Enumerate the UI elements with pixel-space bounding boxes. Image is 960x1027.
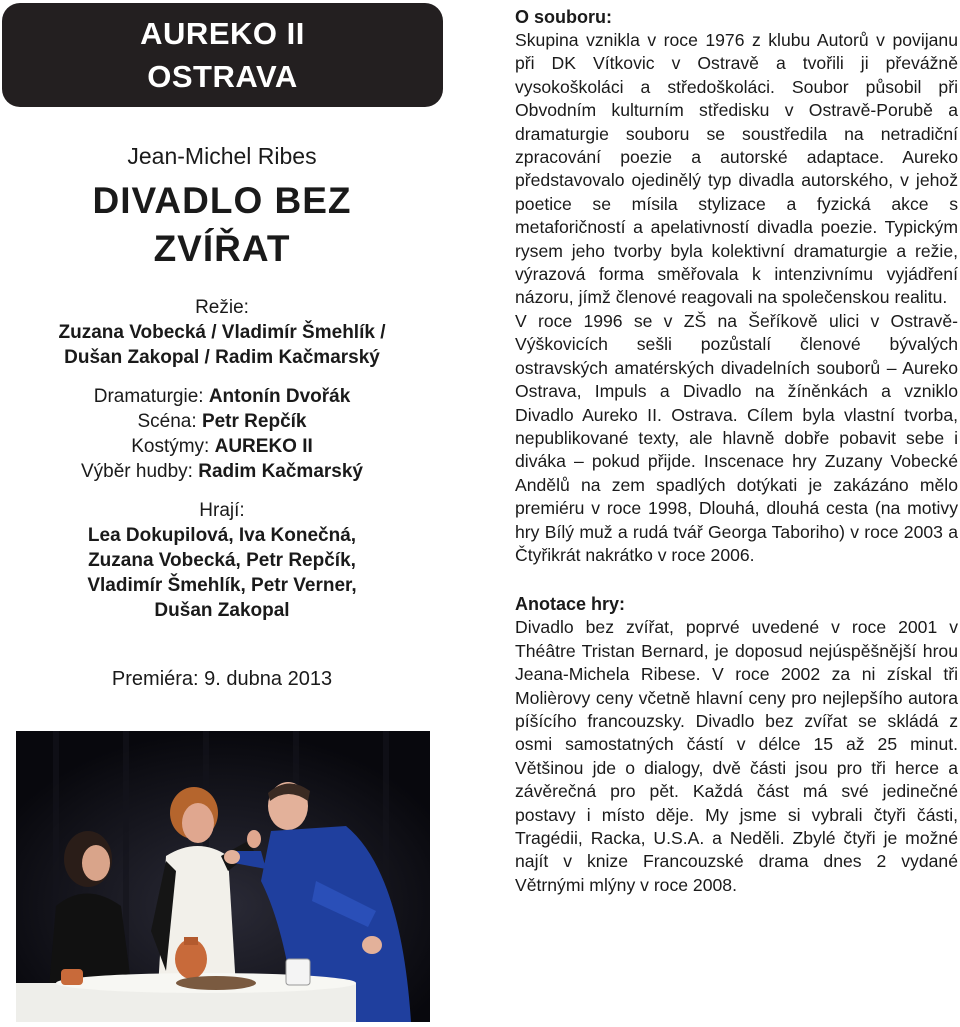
about-paragraph-2: V roce 1996 se v ZŠ na Šeříkově ulici v Ostravě-Výškovicích sešli pozůstalí členové bývalých ostravských amatérských divadelních souborů – Aureko Ostrava, Impuls a Divadlo na žíněnkách a vzniklo Divadlo Aureko II. Ostrava. Cílem byla vlastní tvorba, nepublikované texty, ale hlavně dobře pobavit sebe i diváka – pokud přijde. Inscenace hry Zuzany Vobecké Andělů na zem spadlých dotýkati je zakázáno mělo premiéru v roce 1998, Dlouhá, dlouhá cesta (na motivy hry Bílý muž a rudá tvář Georga Taboriho) v roce 2003 a Čtyřikrát nakrátko v roce 2006. — [515, 310, 958, 565]
cast-line-4: Dušan Zakopal — [154, 600, 290, 621]
cast-line-2: Zuzana Vobecká, Petr Repčík, — [88, 550, 356, 571]
cast-line-3: Vladimír Šmehlík, Petr Verner, — [87, 575, 357, 596]
company-banner — [2, 3, 443, 107]
title-line-1: DIVADLO BEZ — [92, 180, 352, 221]
scene-value: Petr Repčík — [201, 411, 307, 432]
music-label: Výběr hudby: — [80, 461, 199, 482]
direction-section — [0, 295, 444, 370]
premiere-date: Premiéra: 9. dubna 2013 — [111, 668, 333, 690]
right-column — [515, 6, 958, 897]
banner-line-1: AUREKO II — [140, 16, 305, 51]
music-value: Radim Kačmarský — [198, 461, 363, 482]
banner-line-2: OSTRAVA — [147, 59, 298, 94]
section-spacer — [515, 567, 958, 593]
cast-line-1: Lea Dokupilová, Iva Konečná, — [87, 525, 357, 546]
costumes-row — [0, 434, 444, 459]
annotation-paragraph: Divadlo bez zvířat, poprvé uvedené v roce 2001 v Théâtre Tristan Bernard, je doposud nejúspěšnější hrou Jeana-Michela Ribese. V roce 2002 za ni získal tři Molièrovy ceny včetně hlavní ceny pro nejlepšího autora píšícího francouzsky. Divadlo bez zvířat se skládá z osmi samostatných částí v délce 15 až 25 minut. Většinou jde o dialogy, dvě části jsou pro tři herce a závěrečná pro pět. Každá část má své jedinečné postavy i místo děje. My jsme si vybrali čtyři části, Tragédii, Racka, U.S.A. a Neděli. Zbylé čtyři je možné najít v knize Francouzské drama dnes 2 vydané Větrnými mlýny v roce 2008. — [515, 617, 958, 895]
annotation-heading: Anotace hry: — [515, 594, 626, 615]
costumes-value: AUREKO II — [214, 436, 313, 457]
crew-section — [0, 384, 444, 484]
direction-label: Režie: — [195, 297, 249, 318]
scene-row — [0, 409, 444, 434]
scene-label: Scéna: — [137, 411, 202, 432]
about-heading: O souboru: — [515, 7, 612, 27]
title-line-2: ZVÍŘAT — [153, 228, 291, 269]
direction-names-2: Dušan Zakopal / Radim Kačmarský — [64, 347, 380, 368]
cast-section — [0, 498, 444, 623]
play-title — [0, 177, 444, 273]
music-row — [0, 459, 444, 484]
costumes-label: Kostýmy: — [131, 436, 215, 457]
about-paragraph-1: Skupina vznikla v roce 1976 z klubu Autorů v povijanu při DK Vítkovic v Ostravě a tvořili ji převážně vysokoškoláci a středoškoláci. Soubor působil při Obvodním kulturním středisku v Ostravě-Porubě a dramaturgie souboru se soustředila na netradiční zpracování poezie a autorské adaptace. Aureko představovalo ojedinělý typ divadla autorského, v jehož poetice se mísila stylizace a fyzická akce s metaforičností a apelativností divadla poezie. Typickým rysem jeho tvorby byla kolektivní dramaturgie a režie, výrazová forma směřovala k intenzivnímu vyjádření názoru, jímž členové reagovali na společenskou realitu. — [515, 30, 958, 308]
direction-names-1: Zuzana Vobecká / Vladimír Šmehlík / — [58, 322, 386, 343]
play-author: Jean-Michel Ribes — [127, 143, 317, 169]
dramaturgy-label: Dramaturgie: — [93, 386, 209, 407]
left-column — [0, 0, 444, 1027]
dramaturgy-row — [0, 384, 444, 409]
credits — [0, 295, 444, 637]
stage-photo-illustration — [16, 731, 430, 1022]
stage-photo — [16, 731, 430, 1022]
dramaturgy-value: Antonín Dvořák — [208, 386, 351, 407]
cast-label: Hrají: — [199, 500, 245, 521]
